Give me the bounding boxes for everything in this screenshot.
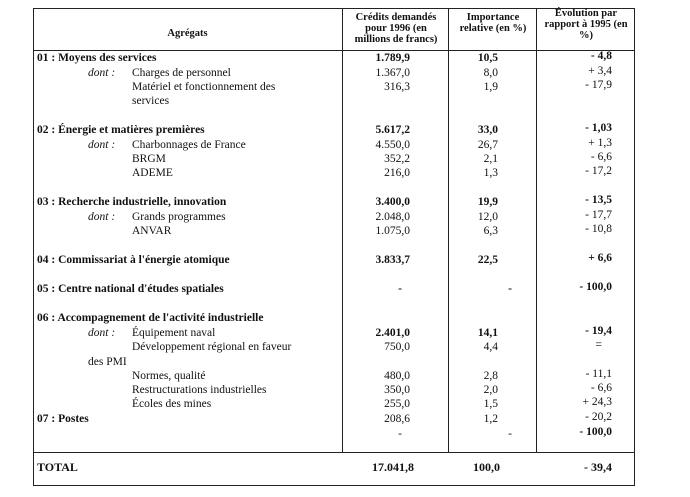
row-credit: 216,0 xyxy=(384,167,410,179)
row-importance: 4,4 xyxy=(483,341,498,353)
row-label: 01 : Moyens des services xyxy=(37,52,157,64)
row-label: 06 : Accompagnement de l'activité industrielle xyxy=(37,312,264,324)
row-evolution: - 17,7 xyxy=(585,209,612,221)
row-importance: 1,2 xyxy=(483,413,498,425)
row-credit: 4.550,0 xyxy=(375,139,410,151)
row-evolution: - 13,5 xyxy=(585,194,612,206)
row-label: 02 : Énergie et matières premières xyxy=(37,124,205,136)
row-credit: 5.617,2 xyxy=(375,124,410,136)
row-evolution: + 24,3 xyxy=(582,396,612,408)
row-importance: 2,1 xyxy=(483,153,498,165)
row-evolution: - 17,2 xyxy=(585,165,612,177)
row-importance: 26,7 xyxy=(477,139,498,151)
total-evolution: - 39,4 xyxy=(584,460,612,474)
row-credit: 2.048,0 xyxy=(375,211,410,223)
row-evolution: - 1,03 xyxy=(585,122,612,134)
total-label: TOTAL xyxy=(37,460,78,474)
row-label: 05 : Centre national d'études spatiales xyxy=(37,283,224,295)
column-divider xyxy=(536,8,537,452)
row-label: Matériel et fonctionnement des xyxy=(132,81,276,93)
row-evolution: - 100,0 xyxy=(579,281,612,293)
row-importance: 12,0 xyxy=(477,211,498,223)
row-label: Développement régional en faveur xyxy=(132,341,292,353)
row-importance: 22,5 xyxy=(477,254,498,266)
row-evolution: - 4,8 xyxy=(590,50,612,62)
row-credit: 3.833,7 xyxy=(375,254,410,266)
row-credit: 255,0 xyxy=(384,398,410,410)
dont-label: dont : xyxy=(88,67,116,79)
row-label: Normes, qualité xyxy=(132,370,206,382)
row-evolution: - 6,6 xyxy=(590,382,612,394)
row-importance: 33,0 xyxy=(477,124,498,136)
row-credit: 352,2 xyxy=(384,153,410,165)
row-credit: 480,0 xyxy=(384,370,410,382)
total-divider xyxy=(33,452,635,453)
row-evolution: - 100,0 xyxy=(579,426,612,438)
row-importance: 8,0 xyxy=(483,67,498,79)
row-importance: 2,8 xyxy=(483,370,498,382)
row-credit: - xyxy=(398,283,402,295)
row-credit: 1.367,0 xyxy=(375,67,410,79)
row-label: 03 : Recherche industrielle, innovation xyxy=(37,196,227,208)
row-evolution: - 11,1 xyxy=(585,368,612,380)
row-evolution: + 1,3 xyxy=(588,137,612,149)
row-label: Équipement naval xyxy=(132,327,216,339)
row-label: Charges de personnel xyxy=(132,67,231,79)
row-credit: - xyxy=(398,428,402,440)
row-evolution: - 20,2 xyxy=(585,411,612,423)
row-credit: 1.789,9 xyxy=(375,52,410,64)
column-divider xyxy=(448,8,449,452)
row-label: ANVAR xyxy=(132,225,172,237)
row-importance: 1,5 xyxy=(483,398,498,410)
row-credit: 208,6 xyxy=(384,413,410,425)
row-importance: 14,1 xyxy=(477,327,498,339)
row-label: Charbonnages de France xyxy=(132,139,246,151)
row-credit: 3.400,0 xyxy=(375,196,410,208)
row-evolution: - 17,9 xyxy=(585,79,612,91)
header-evolution: Évolution par rapport à 1995 (en %) xyxy=(544,8,628,41)
row-label: Écoles des mines xyxy=(132,398,212,410)
row-label: Restructurations industrielles xyxy=(132,384,267,396)
row-importance: 6,3 xyxy=(483,225,498,237)
row-importance: 2,0 xyxy=(483,384,498,396)
total-credit: 17.041,8 xyxy=(372,460,414,474)
row-evolution: + 6,6 xyxy=(588,252,612,264)
row-label: des PMI xyxy=(88,356,127,368)
row-label: ADEME xyxy=(132,167,173,179)
row-importance: - xyxy=(508,283,512,295)
header-importance: Importance relative (en %) xyxy=(459,12,527,34)
row-evolution: = xyxy=(595,339,602,351)
dont-label: dont : xyxy=(88,211,116,223)
row-evolution: + 3,4 xyxy=(588,65,612,77)
row-credit: 350,0 xyxy=(384,384,410,396)
row-label: Grands programmes xyxy=(132,211,226,223)
header-agregats: Agrégats xyxy=(167,28,208,39)
row-label: BRGM xyxy=(132,153,166,165)
row-credit: 316,3 xyxy=(384,81,410,93)
dont-label: dont : xyxy=(88,327,116,339)
row-label: 04 : Commissariat à l'énergie atomique xyxy=(37,254,230,266)
dont-label: dont : xyxy=(88,139,116,151)
row-importance: - xyxy=(508,428,512,440)
row-evolution: - 6,6 xyxy=(590,151,612,163)
row-credit: 1.075,0 xyxy=(375,225,410,237)
total-importance: 100,0 xyxy=(473,460,500,474)
column-divider xyxy=(342,8,343,452)
row-importance: 1,3 xyxy=(483,167,498,179)
row-importance: 10,5 xyxy=(477,52,498,64)
row-label: 07 : Postes xyxy=(37,413,89,425)
row-label: services xyxy=(132,95,170,107)
row-evolution: - 19,4 xyxy=(585,325,612,337)
row-importance: 1,9 xyxy=(483,81,498,93)
row-credit: 2.401,0 xyxy=(375,327,410,339)
row-evolution: - 10,8 xyxy=(585,223,612,235)
header-credits: Crédits demandés pour 1996 (en millions de francs) xyxy=(354,12,438,45)
row-importance: 19,9 xyxy=(477,196,498,208)
row-credit: 750,0 xyxy=(384,341,410,353)
